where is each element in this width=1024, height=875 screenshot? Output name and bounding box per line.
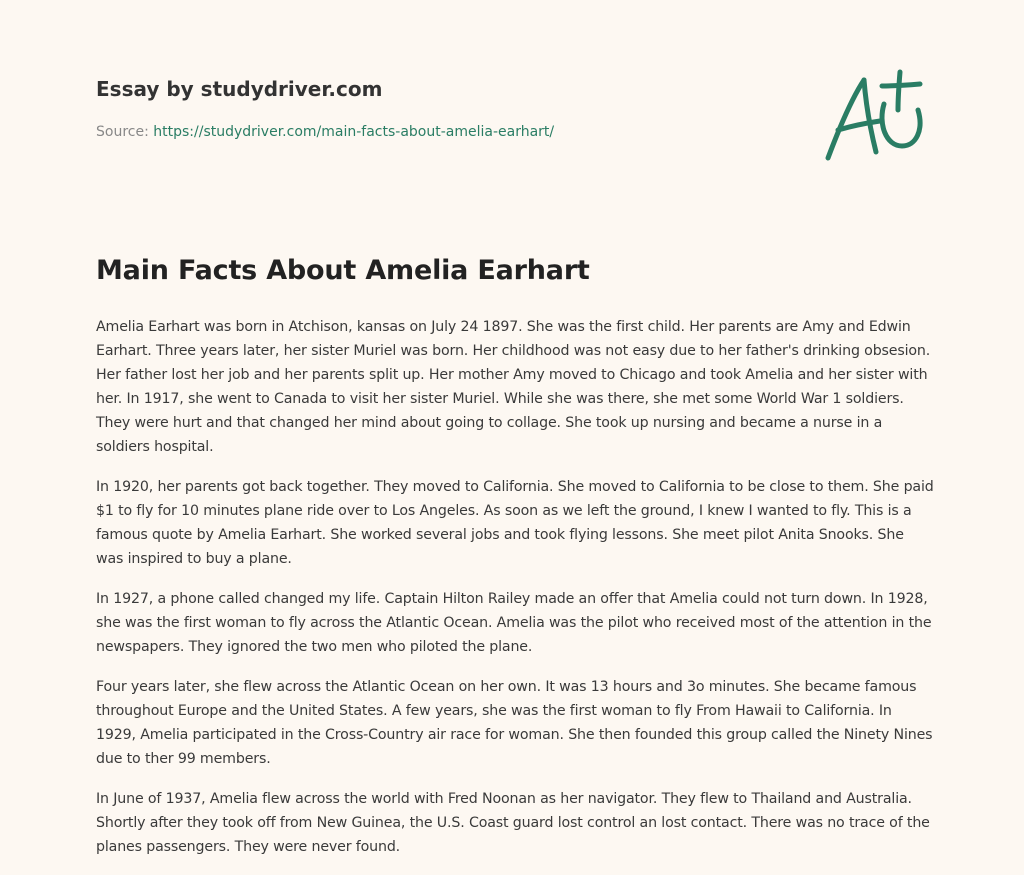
essay-paragraph-1: Amelia Earhart was born in Atchison, kansas on July 24 1897. She was the first child. Her parents are Amy and Edwin Earhart. Three years later, her sister Muriel was born. Her childhood was not easy due to her father's drinking obsesion. Her father lost her job and her parents split up. Her mother Amy moved to Chicago and took Amelia and her sister with her. In 1917, she went to Canada to visit her sister Muriel. While she was there, she met some World War 1 soldiers. They were hurt and that changed her mind about going to collage. She took up nursing and became a nurse in a soldiers hospital. [96, 319, 931, 455]
essay-body [96, 315, 934, 875]
site-brand: Essay by studydriver.com [96, 77, 383, 101]
essay-title: Main Facts About Amelia Earhart [96, 255, 590, 286]
essay-paragraph-4: Four years later, she flew across the Atlantic Ocean on her own. It was 13 hours and 3o minutes. She became famous throughout Europe and the United States. A few years, she was the first woman to fly From Hawaii to California. In 1929, Amelia participated in the Cross-Country air race for woman. She then founded this group called the Ninety Nines due to ther 99 members. [96, 679, 933, 767]
essay-paragraph-3: In 1927, a phone called changed my life. Captain Hilton Railey made an offer that Amelia could not turn down. In 1928, she was the first woman to fly across the Atlantic Ocean. Amelia was the pilot who received most of the attention in the newspapers. They ignored the two men who piloted the plane. [96, 591, 932, 655]
essay-paragraph-2: In 1920, her parents got back together. They moved to California. She moved to California to be close to them. She paid $1 to fly for 10 minutes plane ride over to Los Angeles. As soon as we left the ground, I knew I wanted to fly. This is a famous quote by Amelia Earhart. She worked several jobs and took flying lessons. She meet pilot Anita Snooks. She was inspired to buy a plane. [96, 479, 934, 567]
essay-paragraph-5: In June of 1937, Amelia flew across the world with Fred Noonan as her navigator. They flew to Thailand and Australia. Shortly after they took off from New Guinea, the U.S. Coast guard lost control an lost contact. There was no trace of the planes passengers. They were never found. [96, 791, 930, 855]
source-line [96, 124, 554, 140]
source-link[interactable]: https://studydriver.com/main-facts-about-amelia-earhart/ [153, 124, 555, 140]
a-plus-grade-icon [818, 66, 930, 166]
source-label: Source: [96, 124, 149, 140]
